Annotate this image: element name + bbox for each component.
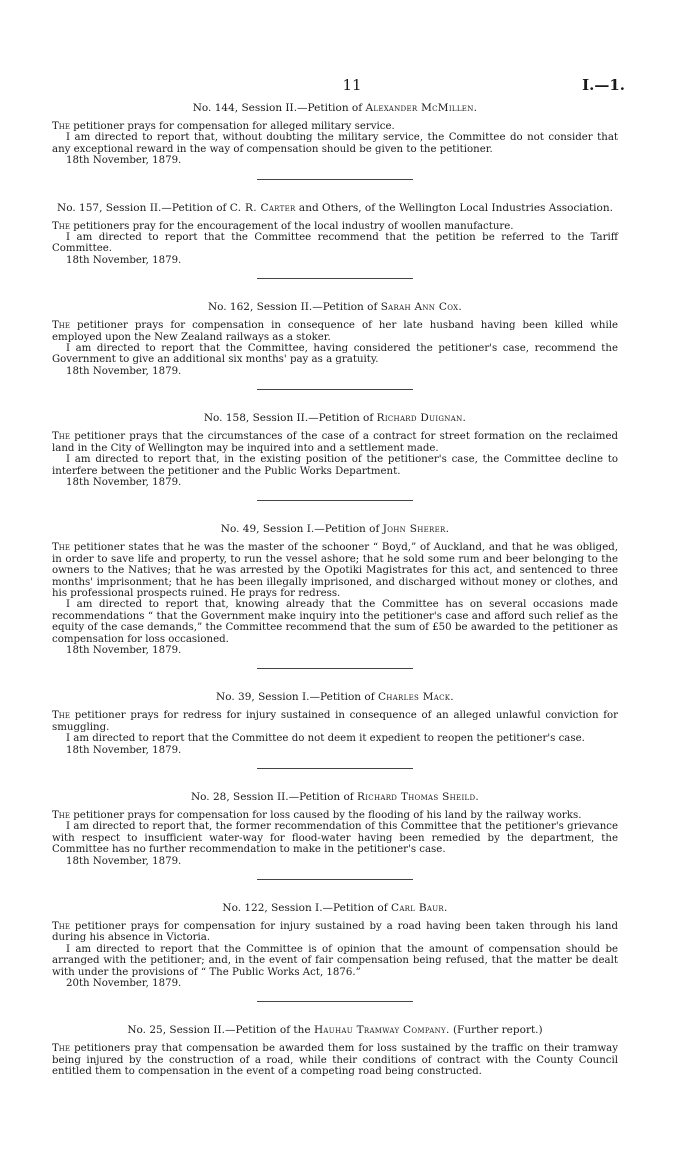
committee-report: I am directed to report that the Committee, having considered the petitioner's case, recommend the Government to give an additional six months' pay as a gratuity. xyxy=(52,343,618,366)
petition-prayer: The petitioner prays for redress for injury sustained in consequence of an alleged unlawful conviction for smuggling. xyxy=(52,710,618,733)
petition-entry xyxy=(52,691,618,769)
report-date: 18th November, 1879. xyxy=(66,155,182,167)
petition-prayer: The petitioner prays for compensation for loss caused by the flooding of his land by the railway works. xyxy=(52,810,582,821)
petition-prayer: The petitioner prays for compensation for alleged military service. xyxy=(52,121,395,132)
document-reference: I.—1. xyxy=(582,76,625,94)
report-date: 18th November, 1879. xyxy=(66,254,182,266)
committee-report: I am directed to report that the Committee do not deem it expedient to reopen the petitioner's case. xyxy=(66,733,585,745)
petition-entry xyxy=(52,102,618,180)
section-divider xyxy=(257,879,413,880)
report-date: 18th November, 1879. xyxy=(66,476,182,488)
committee-report: I am directed to report that, the former recommendation of this Committee that the petitioner's grievance with respect to insufficient water-way for flood-water having been remedied by the department, the Committee has no further recommendation to make in the petitioner's case. xyxy=(52,821,618,856)
report-date: 18th November, 1879. xyxy=(66,365,182,377)
report-date: 18th November, 1879. xyxy=(66,744,182,756)
section-divider xyxy=(257,179,413,180)
petition-prayer: The petitioner prays for compensation for injury sustained by a road having been taken through his land during his absence in Victoria. xyxy=(52,921,618,944)
petition-entry xyxy=(52,301,618,390)
petition-prayer: The petitioner states that he was the master of the schooner “ Boyd,” of Auckland, and that he was obliged, in order to save life and property, to run the vessel ashore; that he sold some rum and beer belonging to the owners to the Natives; that he was arrested by the Opotiki Magistrates for this act, and sentenced to three months' imprisonment; that he has been illegally imprisoned, and discharged without money or clothes, and his professional prospects ruined. He prays for redress. xyxy=(52,542,618,599)
section-divider xyxy=(257,278,413,279)
petitioner-name: John Sherer. xyxy=(382,523,450,536)
petitioner-name: Richard Duignan. xyxy=(376,412,467,425)
section-divider xyxy=(257,668,413,669)
petition-entry xyxy=(52,523,618,669)
petition-entry xyxy=(52,202,618,280)
page-number: 11 xyxy=(342,76,362,94)
committee-report: I am directed to report that, in the existing position of the petitioner's case, the Committee decline to interfere between the petitioner and the Public Works Department. xyxy=(52,454,618,477)
petition-heading: No. 162, Session II.—Petition of Sarah Ann Cox. xyxy=(207,301,463,314)
report-date: 18th November, 1879. xyxy=(66,855,182,867)
committee-report: I am directed to report that the Committee recommend that the petition be referred to the Tariff Committee. xyxy=(52,232,618,255)
petitioner-name: Richard Thomas Sheild. xyxy=(357,791,480,803)
petition-entry xyxy=(52,902,618,1002)
petitions-page xyxy=(52,74,618,1078)
petition-heading: No. 25, Session II.—Petition of the Hauhau Tramway Company. (Further report.) xyxy=(127,1024,543,1037)
petition-prayer: The petitioners pray that compensation be awarded them for loss sustained by the traffic on their tramway being injured by the construction of a road, while their conditions of contract with the County Council entitled them to compensation in the event of a competing road being constructed. xyxy=(52,1043,618,1078)
petition-heading: No. 158, Session II.—Petition of Richard Duignan. xyxy=(203,412,467,425)
section-divider xyxy=(257,768,413,769)
section-divider xyxy=(257,389,413,390)
petitioner-name: Hauhau Tramway Company. xyxy=(313,1024,450,1037)
petition-prayer: The petitioners pray for the encouragement of the local industry of woollen manufacture. xyxy=(52,220,514,232)
petitioner-name: Charles Mack. xyxy=(377,691,454,704)
section-divider xyxy=(257,1001,413,1002)
petitioner-name: Alexander McMillen. xyxy=(365,102,478,114)
petition-heading: No. 49, Session I.—Petition of John Sherer. xyxy=(220,523,450,536)
petition-entry xyxy=(52,1024,618,1077)
petitioner-name: Sarah Ann Cox. xyxy=(380,301,463,314)
petition-heading: No. 39, Session I.—Petition of Charles Mack. xyxy=(216,691,454,704)
petition-heading: No. 122, Session I.—Petition of Carl Baur. xyxy=(222,902,448,915)
petition-heading: No. 144, Session II.—Petition of Alexander McMillen. xyxy=(192,102,478,114)
petition-prayer: The petitioner prays that the circumstances of the case of a contract for street formation on the reclaimed land in the City of Wellington may be inquired into and a settlement made. xyxy=(52,431,619,454)
report-date: 18th November, 1879. xyxy=(66,644,182,656)
report-date: 20th November, 1879. xyxy=(66,978,182,990)
petition-entry xyxy=(52,412,618,501)
committee-report: I am directed to report that the Committee is of opinion that the amount of compensation should be arranged with the petitioner; and, in the event of fair compensation being refused, that the matter be dealt with under the provisions of “ The Public Works Act, 1876.” xyxy=(52,943,618,978)
petition-heading: No. 157, Session II.—Petition of C. R. Carter and Others, of the Wellington Local Industries Association. xyxy=(57,201,613,214)
committee-report: I am directed to report that, knowing already that the Committee has on several occasions made recommendations “ that the Government make inquiry into the petitioner's case and afford such relief as the equity of the case demands,” the Committee recommend that the sum of £50 be awarded to the petitioner as compensation for loss occasioned. xyxy=(52,599,618,645)
petitioner-name: C. R. Carter xyxy=(229,201,296,214)
section-divider xyxy=(257,500,413,501)
petitioner-name: Carl Baur. xyxy=(390,902,448,915)
petition-entry xyxy=(52,791,618,880)
committee-report: I am directed to report that, without doubting the military service, the Committee do not consider that any exceptional reward in the way of compensation should be given to the petitioner. xyxy=(52,132,618,155)
petition-heading: No. 28, Session II.—Petition of Richard Thomas Sheild. xyxy=(190,791,480,803)
petition-prayer: The petitioner prays for compensation in consequence of her late husband having been killed while employed upon the New Zealand railways as a stoker. xyxy=(52,320,618,343)
